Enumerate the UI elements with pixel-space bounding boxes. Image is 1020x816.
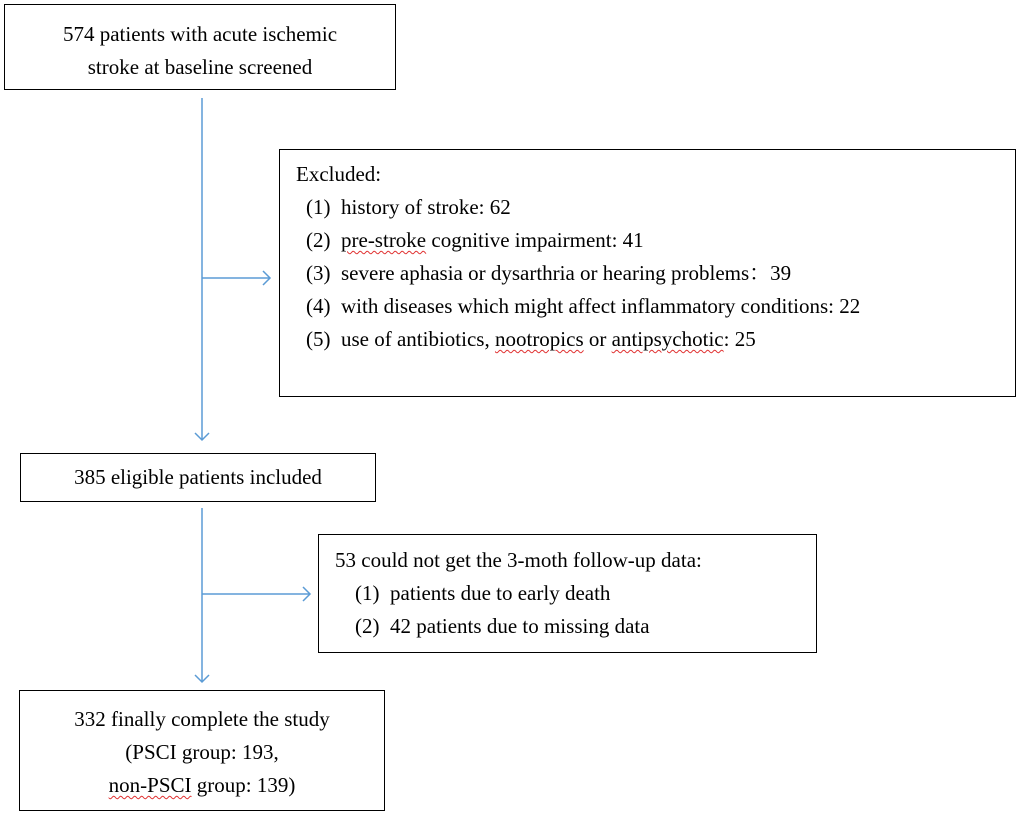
- excluded-item-number: (4): [306, 294, 331, 318]
- excluded-item: [306, 290, 1015, 323]
- final-line-3: [20, 769, 384, 802]
- excluded-item-number: (3): [306, 261, 331, 285]
- lost-followup-item: [355, 577, 816, 610]
- excluded-item: [306, 191, 1015, 224]
- excluded-item: [306, 323, 1015, 356]
- lost-followup-item-number: (1): [355, 581, 380, 605]
- final-box: [19, 690, 385, 811]
- excluded-item-number: (1): [306, 195, 331, 219]
- excluded-item-text: : 25: [723, 327, 756, 351]
- eligible-box: [20, 453, 376, 502]
- excluded-title: Excluded:: [296, 162, 382, 186]
- final-line-1: 332 finally complete the study: [74, 707, 330, 731]
- screened-box: [4, 4, 396, 90]
- lost-followup-box: [318, 534, 817, 653]
- excluded-box: [279, 149, 1016, 397]
- final-line-3-text: group: 139): [191, 773, 296, 797]
- excluded-item-text: pre-stroke: [341, 228, 427, 252]
- excluded-item-text: cognitive impairment: 41: [426, 228, 644, 252]
- eligible-text: 385 eligible patients included: [74, 465, 322, 489]
- excluded-item-text: nootropics: [494, 327, 584, 351]
- excluded-item-text: with diseases which might affect inflammatory conditions: 22: [341, 294, 861, 318]
- lost-followup-item-text: 42 patients due to missing data: [390, 614, 650, 638]
- excluded-item: [306, 257, 1015, 290]
- final-line-3-text: non-PSCI: [108, 773, 192, 797]
- lost-followup-title: 53 could not get the 3-moth follow-up data:: [335, 548, 702, 572]
- excluded-item-number: (2): [306, 228, 331, 252]
- excluded-item-text: severe aphasia or dysarthria or hearing problems：39: [341, 261, 792, 285]
- excluded-item-text: antipsychotic: [611, 327, 724, 351]
- excluded-item: [306, 224, 1015, 257]
- lost-followup-item: [355, 610, 816, 643]
- lost-followup-item-text: patients due to early death: [390, 581, 611, 605]
- final-line-2: (PSCI group: 193,: [125, 740, 279, 764]
- screened-line-1: 574 patients with acute ischemic: [62, 22, 338, 46]
- excluded-item-number: (5): [306, 327, 331, 351]
- excluded-item-text: or: [583, 327, 612, 351]
- excluded-item-text: history of stroke: 62: [341, 195, 511, 219]
- screened-line-2: stroke at baseline screened: [87, 55, 313, 79]
- lost-followup-item-number: (2): [355, 614, 380, 638]
- excluded-item-text: use of antibiotics,: [341, 327, 495, 351]
